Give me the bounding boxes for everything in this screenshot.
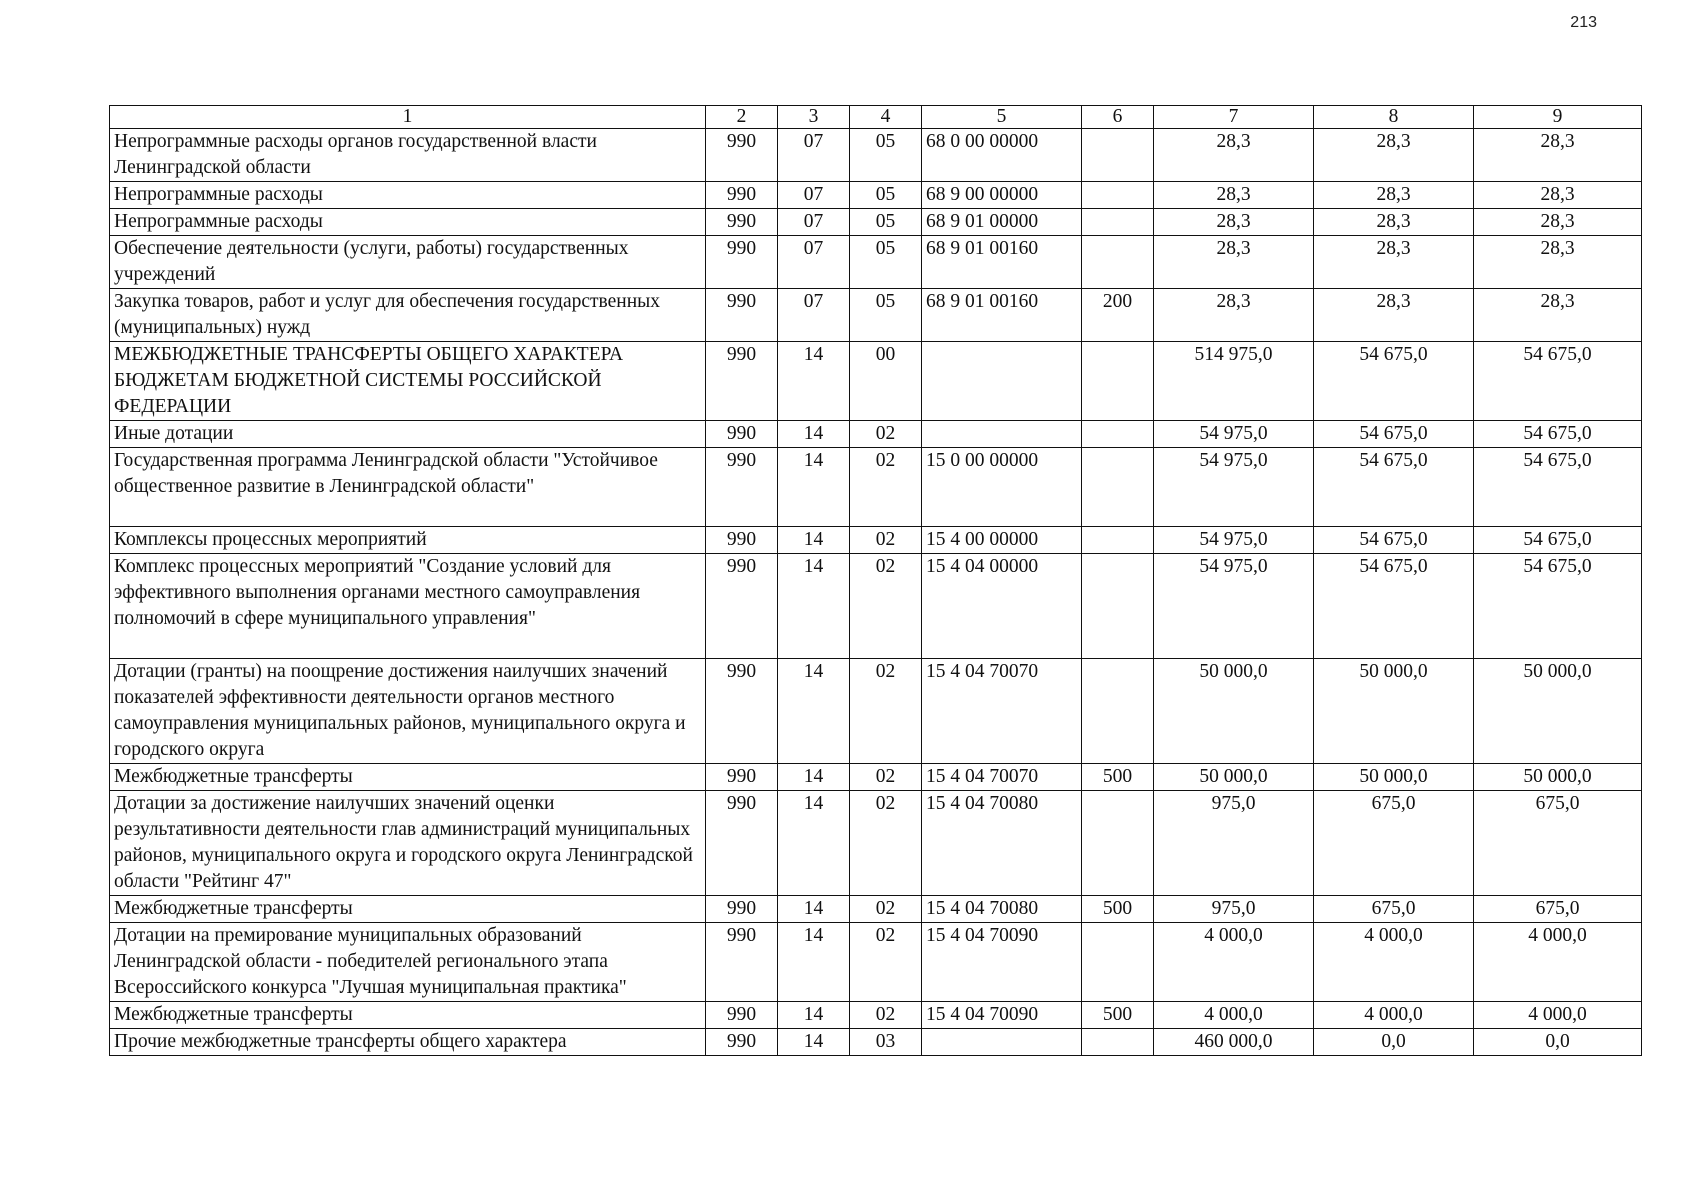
section-code: 14 [778, 342, 850, 421]
target-article-code: 15 4 00 00000 [922, 527, 1082, 554]
section-code: 14 [778, 1002, 850, 1029]
amount-col-7: 54 975,0 [1154, 421, 1314, 448]
amount-col-8: 54 675,0 [1314, 448, 1474, 527]
subsection-code: 05 [850, 129, 922, 182]
amount-col-9: 28,3 [1474, 182, 1642, 209]
table-row [110, 448, 1642, 527]
section-code: 14 [778, 896, 850, 923]
item-name: Государственная программа Ленинградской области "Устойчивое общественное развитие в Ленинградской области" [110, 448, 706, 527]
target-article-code: 15 4 04 70090 [922, 1002, 1082, 1029]
expense-type-code: 500 [1082, 764, 1154, 791]
target-article-code: 68 0 00 00000 [922, 129, 1082, 182]
table-row [110, 236, 1642, 289]
expense-type-code [1082, 342, 1154, 421]
amount-col-7: 4 000,0 [1154, 1002, 1314, 1029]
target-article-code [922, 1029, 1082, 1056]
subsection-code: 00 [850, 342, 922, 421]
expense-type-code [1082, 1029, 1154, 1056]
item-name: Непрограммные расходы органов государственной власти Ленинградской области [110, 129, 706, 182]
table-row [110, 129, 1642, 182]
table-row [110, 764, 1642, 791]
subsection-code: 02 [850, 448, 922, 527]
subsection-code: 02 [850, 554, 922, 659]
ministry-code: 990 [706, 896, 778, 923]
amount-col-8: 28,3 [1314, 182, 1474, 209]
target-article-code [922, 342, 1082, 421]
item-name: Межбюджетные трансферты [110, 764, 706, 791]
ministry-code: 990 [706, 923, 778, 1002]
subsection-code: 02 [850, 896, 922, 923]
amount-col-9: 54 675,0 [1474, 554, 1642, 659]
subsection-code: 05 [850, 182, 922, 209]
budget-table [109, 105, 1642, 1056]
header-cell-7: 7 [1154, 106, 1314, 129]
amount-col-7: 28,3 [1154, 236, 1314, 289]
amount-col-9: 54 675,0 [1474, 421, 1642, 448]
item-name: Комплексы процессных мероприятий [110, 527, 706, 554]
section-code: 14 [778, 764, 850, 791]
subsection-code: 02 [850, 764, 922, 791]
item-name: Дотации за достижение наилучших значений оценки результативности деятельности глав администраций муниципальных районов, муниципального округа и городского округа Ленинградской области "Рейтинг 47" [110, 791, 706, 896]
header-cell-1: 1 [110, 106, 706, 129]
amount-col-8: 4 000,0 [1314, 923, 1474, 1002]
table-row [110, 554, 1642, 659]
subsection-code: 03 [850, 1029, 922, 1056]
amount-col-8: 28,3 [1314, 236, 1474, 289]
amount-col-9: 28,3 [1474, 129, 1642, 182]
expense-type-code [1082, 421, 1154, 448]
table-row [110, 659, 1642, 764]
expense-type-code [1082, 448, 1154, 527]
expense-type-code: 500 [1082, 896, 1154, 923]
expense-type-code: 200 [1082, 289, 1154, 342]
table-row [110, 209, 1642, 236]
header-cell-4: 4 [850, 106, 922, 129]
target-article-code: 68 9 01 00160 [922, 289, 1082, 342]
target-article-code: 15 4 04 70080 [922, 896, 1082, 923]
item-name: Закупка товаров, работ и услуг для обеспечения государственных (муниципальных) нужд [110, 289, 706, 342]
amount-col-7: 28,3 [1154, 182, 1314, 209]
item-name: Комплекс процессных мероприятий "Создание условий для эффективного выполнения органами местного самоуправления полномочий в сфере муниципального управления" [110, 554, 706, 659]
ministry-code: 990 [706, 659, 778, 764]
ministry-code: 990 [706, 182, 778, 209]
amount-col-7: 975,0 [1154, 791, 1314, 896]
ministry-code: 990 [706, 289, 778, 342]
amount-col-9: 675,0 [1474, 791, 1642, 896]
section-code: 14 [778, 923, 850, 1002]
ministry-code: 990 [706, 236, 778, 289]
amount-col-8: 675,0 [1314, 791, 1474, 896]
amount-col-9: 0,0 [1474, 1029, 1642, 1056]
amount-col-7: 4 000,0 [1154, 923, 1314, 1002]
expense-type-code [1082, 659, 1154, 764]
amount-col-7: 50 000,0 [1154, 764, 1314, 791]
section-code: 14 [778, 421, 850, 448]
target-article-code: 68 9 01 00000 [922, 209, 1082, 236]
amount-col-7: 28,3 [1154, 289, 1314, 342]
ministry-code: 990 [706, 448, 778, 527]
ministry-code: 990 [706, 1002, 778, 1029]
table-row [110, 289, 1642, 342]
amount-col-9: 50 000,0 [1474, 764, 1642, 791]
amount-col-8: 54 675,0 [1314, 554, 1474, 659]
ministry-code: 990 [706, 342, 778, 421]
header-cell-6: 6 [1082, 106, 1154, 129]
subsection-code: 02 [850, 791, 922, 896]
amount-col-7: 28,3 [1154, 209, 1314, 236]
section-code: 07 [778, 236, 850, 289]
item-name: Межбюджетные трансферты [110, 1002, 706, 1029]
header-cell-8: 8 [1314, 106, 1474, 129]
expense-type-code: 500 [1082, 1002, 1154, 1029]
ministry-code: 990 [706, 527, 778, 554]
amount-col-8: 50 000,0 [1314, 659, 1474, 764]
table-row [110, 527, 1642, 554]
expense-type-code [1082, 182, 1154, 209]
section-code: 14 [778, 527, 850, 554]
ministry-code: 990 [706, 1029, 778, 1056]
subsection-code: 05 [850, 209, 922, 236]
ministry-code: 990 [706, 554, 778, 659]
header-row [110, 106, 1642, 129]
section-code: 14 [778, 791, 850, 896]
amount-col-8: 54 675,0 [1314, 421, 1474, 448]
target-article-code: 15 4 04 70080 [922, 791, 1082, 896]
amount-col-8: 50 000,0 [1314, 764, 1474, 791]
table-row [110, 182, 1642, 209]
subsection-code: 02 [850, 527, 922, 554]
ministry-code: 990 [706, 421, 778, 448]
ministry-code: 990 [706, 129, 778, 182]
table-row [110, 421, 1642, 448]
amount-col-8: 4 000,0 [1314, 1002, 1474, 1029]
section-code: 07 [778, 289, 850, 342]
subsection-code: 02 [850, 1002, 922, 1029]
amount-col-9: 28,3 [1474, 209, 1642, 236]
subsection-code: 02 [850, 923, 922, 1002]
amount-col-9: 4 000,0 [1474, 1002, 1642, 1029]
subsection-code: 05 [850, 236, 922, 289]
target-article-code: 68 9 01 00160 [922, 236, 1082, 289]
item-name: Прочие межбюджетные трансферты общего характера [110, 1029, 706, 1056]
amount-col-8: 54 675,0 [1314, 342, 1474, 421]
expense-type-code [1082, 129, 1154, 182]
ministry-code: 990 [706, 209, 778, 236]
target-article-code: 15 4 04 70070 [922, 659, 1082, 764]
amount-col-8: 675,0 [1314, 896, 1474, 923]
table-row [110, 791, 1642, 896]
target-article-code: 15 4 04 70090 [922, 923, 1082, 1002]
header-cell-3: 3 [778, 106, 850, 129]
amount-col-7: 54 975,0 [1154, 448, 1314, 527]
amount-col-9: 54 675,0 [1474, 342, 1642, 421]
header-cell-9: 9 [1474, 106, 1642, 129]
section-code: 14 [778, 1029, 850, 1056]
amount-col-7: 28,3 [1154, 129, 1314, 182]
expense-type-code [1082, 791, 1154, 896]
amount-col-8: 54 675,0 [1314, 527, 1474, 554]
section-code: 14 [778, 659, 850, 764]
expense-type-code [1082, 923, 1154, 1002]
subsection-code: 02 [850, 659, 922, 764]
item-name: Непрограммные расходы [110, 209, 706, 236]
amount-col-9: 54 675,0 [1474, 448, 1642, 527]
section-code: 07 [778, 209, 850, 236]
ministry-code: 990 [706, 764, 778, 791]
amount-col-9: 28,3 [1474, 236, 1642, 289]
target-article-code: 15 4 04 00000 [922, 554, 1082, 659]
amount-col-8: 28,3 [1314, 129, 1474, 182]
target-article-code: 68 9 00 00000 [922, 182, 1082, 209]
ministry-code: 990 [706, 791, 778, 896]
amount-col-8: 28,3 [1314, 209, 1474, 236]
subsection-code: 02 [850, 421, 922, 448]
table-row [110, 342, 1642, 421]
item-name: Обеспечение деятельности (услуги, работы) государственных учреждений [110, 236, 706, 289]
amount-col-7: 54 975,0 [1154, 527, 1314, 554]
expense-type-code [1082, 236, 1154, 289]
amount-col-8: 28,3 [1314, 289, 1474, 342]
table-row [110, 896, 1642, 923]
section-code: 07 [778, 129, 850, 182]
amount-col-9: 4 000,0 [1474, 923, 1642, 1002]
target-article-code [922, 421, 1082, 448]
item-name: Дотации (гранты) на поощрение достижения наилучших значений показателей эффективности деятельности органов местного самоуправления муниципальных районов, муниципального округа и городского округа [110, 659, 706, 764]
item-name: Дотации на премирование муниципальных образований Ленинградской области - победителей регионального этапа Всероссийского конкурса "Лучшая муниципальная практика" [110, 923, 706, 1002]
amount-col-7: 50 000,0 [1154, 659, 1314, 764]
header-cell-2: 2 [706, 106, 778, 129]
amount-col-7: 514 975,0 [1154, 342, 1314, 421]
section-code: 14 [778, 448, 850, 527]
table-row [110, 1002, 1642, 1029]
subsection-code: 05 [850, 289, 922, 342]
target-article-code: 15 4 04 70070 [922, 764, 1082, 791]
table-row [110, 1029, 1642, 1056]
item-name: Непрограммные расходы [110, 182, 706, 209]
target-article-code: 15 0 00 00000 [922, 448, 1082, 527]
item-name: Иные дотации [110, 421, 706, 448]
expense-type-code [1082, 209, 1154, 236]
item-name: Межбюджетные трансферты [110, 896, 706, 923]
amount-col-7: 975,0 [1154, 896, 1314, 923]
table-row [110, 923, 1642, 1002]
amount-col-9: 675,0 [1474, 896, 1642, 923]
amount-col-7: 54 975,0 [1154, 554, 1314, 659]
expense-type-code [1082, 527, 1154, 554]
amount-col-8: 0,0 [1314, 1029, 1474, 1056]
expense-type-code [1082, 554, 1154, 659]
header-cell-5: 5 [922, 106, 1082, 129]
section-code: 07 [778, 182, 850, 209]
section-code: 14 [778, 554, 850, 659]
amount-col-9: 50 000,0 [1474, 659, 1642, 764]
amount-col-9: 28,3 [1474, 289, 1642, 342]
amount-col-9: 54 675,0 [1474, 527, 1642, 554]
item-name: МЕЖБЮДЖЕТНЫЕ ТРАНСФЕРТЫ ОБЩЕГО ХАРАКТЕРА БЮДЖЕТАМ БЮДЖЕТНОЙ СИСТЕМЫ РОССИЙСКОЙ ФЕДЕРАЦИИ [110, 342, 706, 421]
amount-col-7: 460 000,0 [1154, 1029, 1314, 1056]
page-number: 213 [1570, 14, 1597, 31]
